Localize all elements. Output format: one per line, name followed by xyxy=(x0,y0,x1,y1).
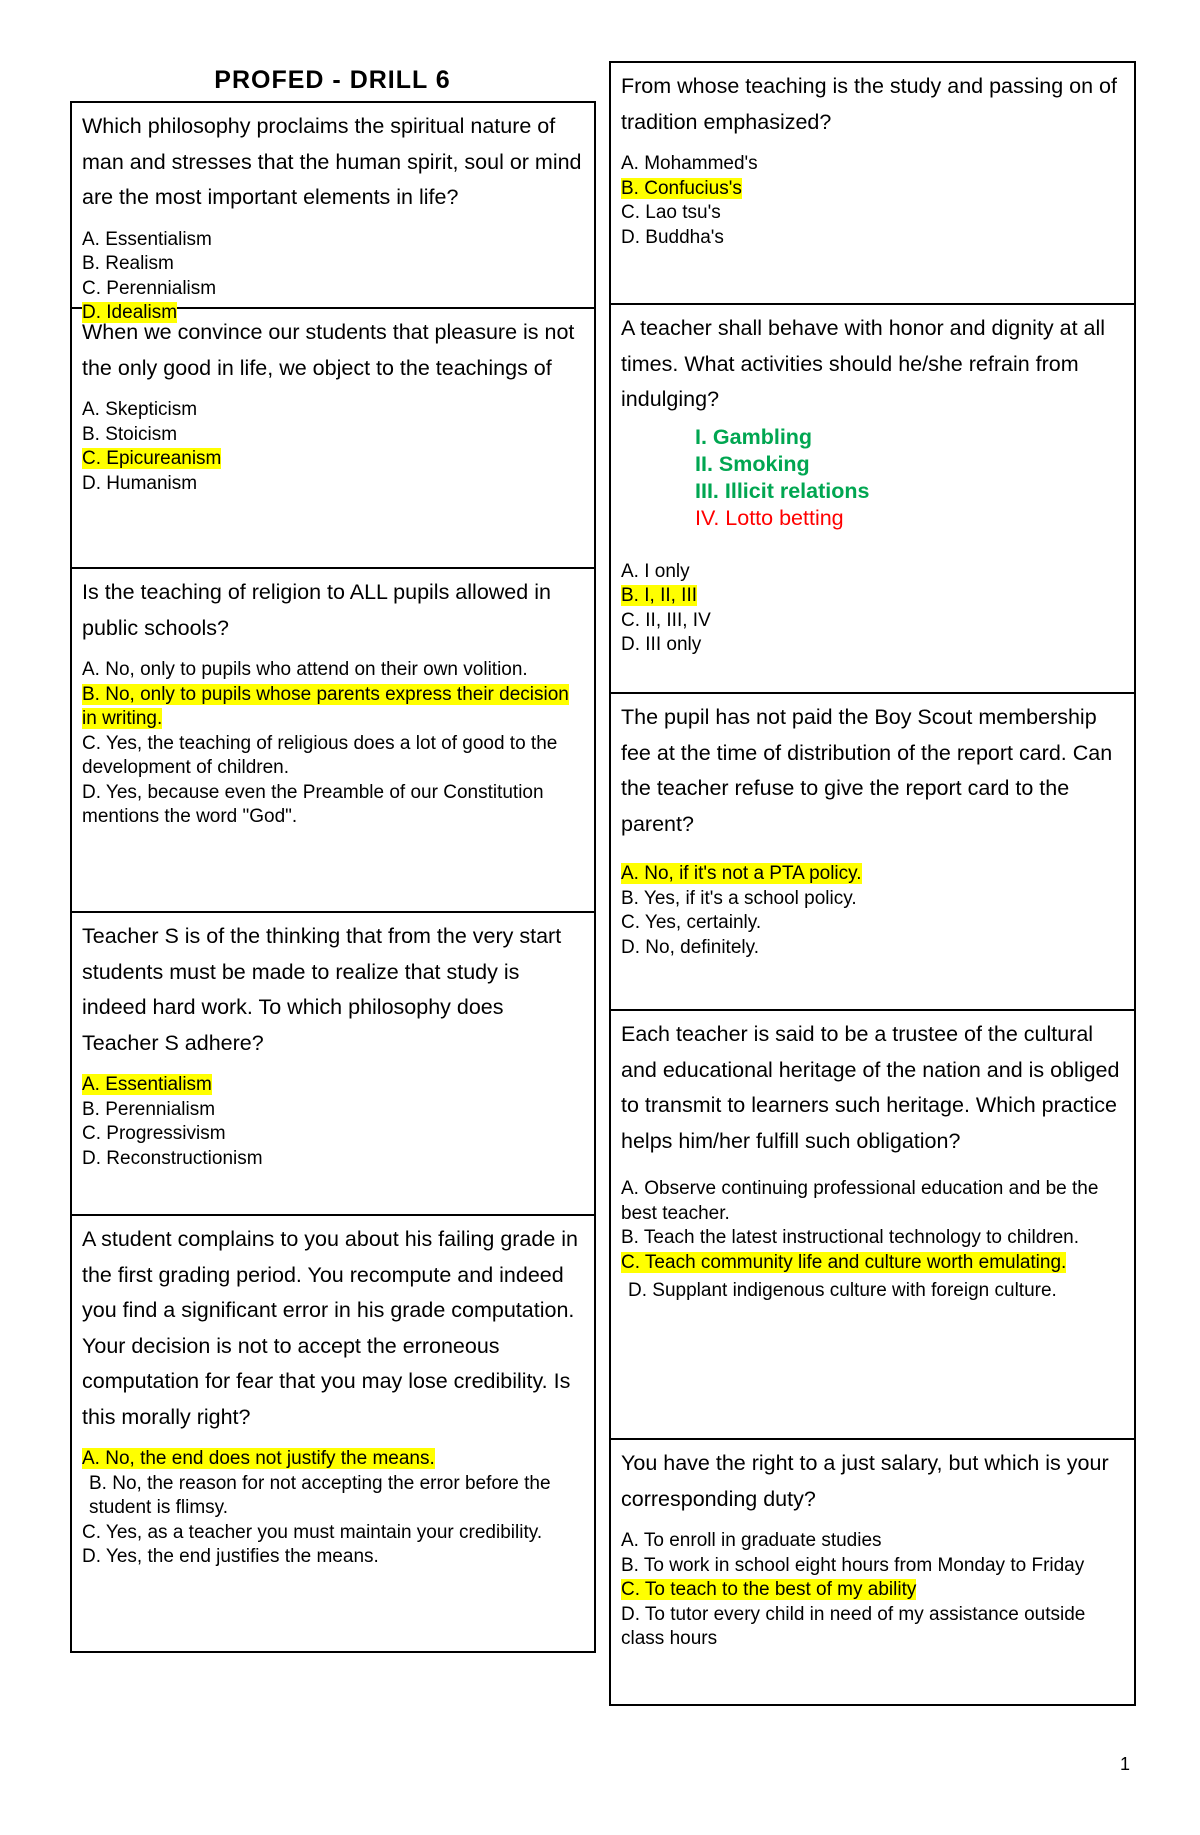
roman-item-4: IV. Lotto betting xyxy=(695,505,844,530)
question-text: From whose teaching is the study and passing on of tradition emphasized? xyxy=(621,74,1117,134)
question-text: Each teacher is said to be a trustee of the cultural and educational heritage of the nation and is obliged to transmit to learners such heritage. Which practice helps him/her fulfill such obligation? xyxy=(621,1022,1120,1153)
option-a[interactable]: A. Essentialism xyxy=(82,228,212,250)
option-list xyxy=(621,1529,1124,1652)
option-c[interactable]: C. Lao tsu's xyxy=(621,202,721,223)
answer-highlight: A. No, the end does not justify the means. xyxy=(82,1448,435,1469)
question-text: Teacher S is of the thinking that from the very start students must be made to realize that study is indeed hard work. To which philosophy does Teacher S adhere? xyxy=(82,924,562,1055)
page-title: PROFED - DRILL 6 xyxy=(214,66,451,94)
answer-highlight: B. No, only to pupils whose parents express their decision in writing. xyxy=(82,683,569,729)
roman-list xyxy=(621,424,1124,532)
option-b-answer[interactable] xyxy=(82,683,584,732)
answer-highlight: C. To teach to the best of my ability xyxy=(621,1579,917,1600)
option-b[interactable]: B. Realism xyxy=(82,253,174,274)
option-d[interactable]: D. Supplant indigenous culture with foreign culture. xyxy=(628,1280,1057,1301)
question-box-6 xyxy=(609,61,1136,305)
option-a[interactable]: A. Mohammed's xyxy=(621,153,758,174)
option-c-answer[interactable] xyxy=(82,447,584,472)
right-column xyxy=(609,61,1136,1706)
option-list xyxy=(621,862,1124,960)
option-b[interactable]: B. Teach the latest instructional technology to children. xyxy=(621,1227,1080,1248)
option-a-answer[interactable] xyxy=(82,1447,584,1472)
option-c[interactable]: C. Yes, the teaching of religious does a lot of good to the development of children. xyxy=(82,732,558,778)
option-b[interactable]: B. Yes, if it's a school policy. xyxy=(621,887,857,909)
answer-highlight: A. Essentialism xyxy=(82,1074,212,1095)
question-box-9 xyxy=(609,1011,1136,1440)
question-box-8 xyxy=(609,694,1136,1011)
answer-highlight: D. Idealism xyxy=(82,302,178,323)
page-number: 1 xyxy=(1120,1754,1131,1774)
option-a-answer[interactable] xyxy=(621,862,1124,887)
option-list xyxy=(82,398,584,496)
option-c[interactable]: C. Yes, certainly. xyxy=(621,912,762,933)
option-d[interactable]: D. Yes, because even the Preamble of our Constitution mentions the word "God". xyxy=(82,781,544,827)
option-list xyxy=(82,658,584,830)
option-d[interactable]: D. Buddha's xyxy=(621,226,724,248)
option-list xyxy=(621,560,1124,658)
option-c[interactable]: C. Perennialism xyxy=(82,277,217,299)
question-box-10 xyxy=(609,1440,1136,1706)
left-column xyxy=(70,101,596,1653)
answer-highlight: A. No, if it's not a PTA policy. xyxy=(621,863,862,884)
answer-highlight: C. Epicureanism xyxy=(82,448,222,469)
option-b[interactable]: B. Stoicism xyxy=(82,423,178,445)
option-d[interactable]: D. Humanism xyxy=(82,472,198,494)
question-text: The pupil has not paid the Boy Scout membership fee at the time of distribution of the report card. Can the teacher refuse to give the report card to the parent? xyxy=(621,705,1113,836)
option-b-answer[interactable] xyxy=(621,177,1124,202)
roman-item-1: I. Gambling xyxy=(695,424,813,449)
option-list xyxy=(621,152,1124,250)
answer-highlight: B. Confucius's xyxy=(621,177,742,199)
option-c-answer[interactable] xyxy=(621,1251,1124,1276)
option-a[interactable]: A. No, only to pupils who attend on their own volition. xyxy=(82,659,528,680)
option-list xyxy=(82,1447,584,1570)
option-b[interactable]: B. To work in school eight hours from Monday to Friday xyxy=(621,1554,1085,1576)
option-c[interactable]: C. Yes, as a teacher you must maintain your credibility. xyxy=(82,1521,543,1543)
roman-item-2: II. Smoking xyxy=(695,451,810,476)
question-text: When we convince our students that pleasure is not the only good in life, we object to the teachings of xyxy=(82,320,575,380)
option-d[interactable]: D. No, definitely. xyxy=(621,936,759,958)
question-text: A student complains to you about his failing grade in the first grading period. You recompute and indeed you find a significant error in his grade computation. Your decision is not to accept the erroneous computation for fear that you may lose credibility. Is this morally right? xyxy=(82,1227,579,1429)
question-text: Which philosophy proclaims the spiritual nature of man and stresses that the human spirit, soul or mind are the most important elements in life? xyxy=(82,114,582,209)
answer-highlight: C. Teach community life and culture worth emulating. xyxy=(621,1251,1067,1273)
option-b[interactable]: B. No, the reason for not accepting the error before the student is flimsy. xyxy=(89,1472,551,1518)
option-a-answer[interactable] xyxy=(82,1073,584,1098)
question-box-2 xyxy=(70,309,596,569)
option-list xyxy=(621,1177,1124,1304)
option-d[interactable]: D. Yes, the end justifies the means. xyxy=(82,1546,379,1567)
question-text: A teacher shall behave with honor and dignity at all times. What activities should he/she refrain from indulging? xyxy=(621,316,1106,411)
question-box-3 xyxy=(70,569,596,913)
option-d[interactable]: D. To tutor every child in need of my assistance outside class hours xyxy=(621,1603,1086,1649)
option-a[interactable]: A. To enroll in graduate studies xyxy=(621,1530,882,1551)
question-text: You have the right to a just salary, but which is your corresponding duty? xyxy=(621,1451,1109,1511)
option-c-answer[interactable] xyxy=(621,1578,1124,1603)
option-d[interactable]: D. III only xyxy=(621,634,702,655)
option-a[interactable]: A. Skepticism xyxy=(82,399,198,420)
option-c[interactable]: C. II, III, IV xyxy=(621,609,711,631)
answer-highlight: B. I, II, III xyxy=(621,585,698,606)
option-b-answer[interactable] xyxy=(621,584,1124,609)
question-box-7 xyxy=(609,305,1136,694)
option-list xyxy=(82,1073,584,1171)
option-d[interactable]: D. Reconstructionism xyxy=(82,1147,263,1169)
question-text: Is the teaching of religion to ALL pupils allowed in public schools? xyxy=(82,580,551,640)
option-b[interactable]: B. Perennialism xyxy=(82,1098,216,1120)
roman-item-3: III. Illicit relations xyxy=(695,478,870,503)
option-c[interactable]: C. Progressivism xyxy=(82,1123,226,1144)
question-box-5 xyxy=(70,1216,596,1653)
question-box-1 xyxy=(70,101,596,323)
option-a[interactable]: A. Observe continuing professional education and be the best teacher. xyxy=(621,1178,1099,1224)
question-box-4 xyxy=(70,913,596,1216)
option-a[interactable]: A. I only xyxy=(621,560,690,582)
